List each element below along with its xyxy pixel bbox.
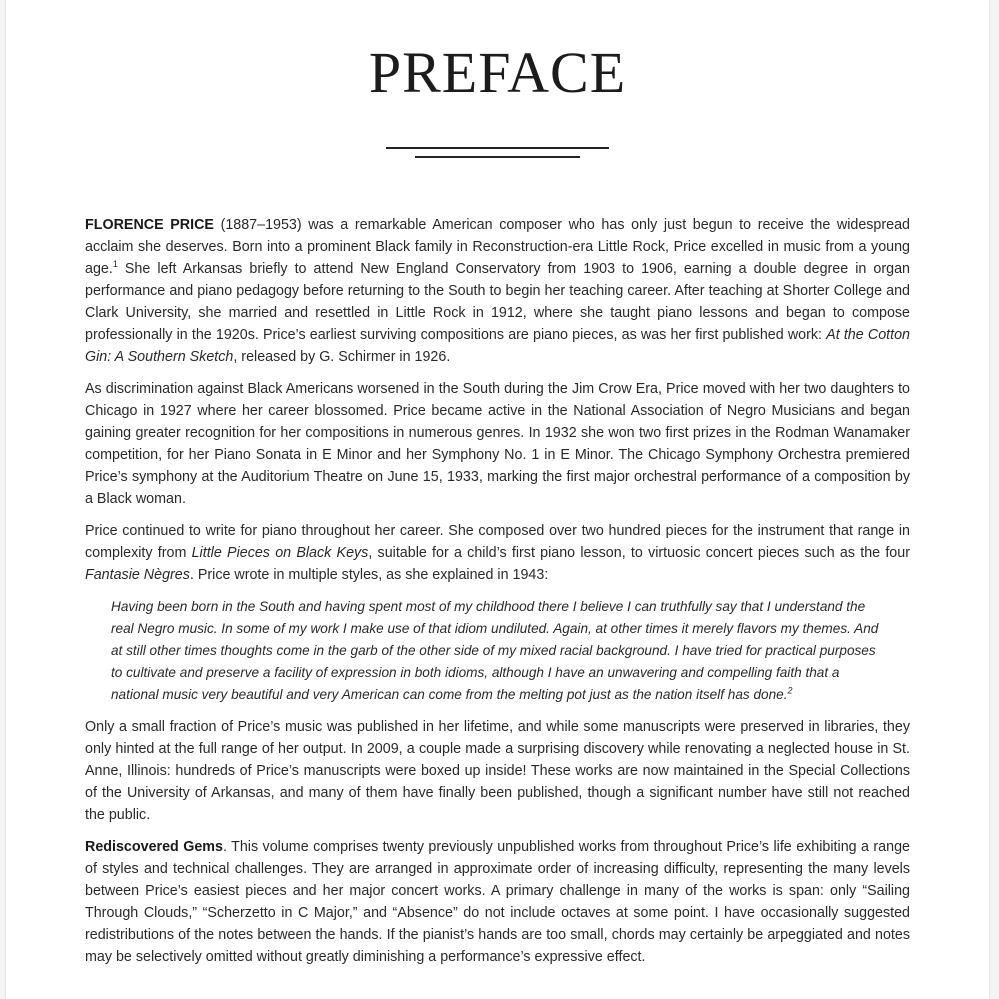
paragraph-rediscovered: Rediscovered Gems. This volume comprises twenty previously unpublished works from throughout Price’s life exhibiting a range of styles and technical challenges. They are arranged in approximate order of increasing difficulty, representing the many levels between Price’s easiest pieces and her major concert works. A primary challenge in many of the works is span: only “Sailing Through Clouds,” “Scherzetto in C Major,” and “Absence” do not include octaves at some point. I have occasionally suggested redistributions of the notes between the hands. If the pianist’s hands are too small, chords may certainly be arpeggiated and notes may be selectively omitted without greatly diminishing a performance’s expressive effect. (85, 839, 910, 965)
footnote-ref-1: 1 (112, 259, 118, 270)
page-title: PREFACE (368, 40, 627, 105)
paragraph-intro: FLORENCE PRICE (1887–1953) was a remarkable American composer who has only just begun to receive the widespread acclaim she deserves. Born into a prominent Black family in Reconstruction-era Little Rock, Price excelled in music from a young age.$^1$ She left Arkansas briefly to attend New England Conservatory from 1903 to 1906, earning a double degree in organ performance and piano pedagogy before returning to the South to begin her teaching career. After teaching at Shorter College and Clark University, she married and resettled in Little Rock in 1912, where she taught piano lessons and began to compose professionally in the 1920s. Price’s earliest surviving compositions are piano pieces, as was her first published work: At the Cotton Gin: A Southern Sketch, released by G. Schirmer in 1926. (85, 217, 910, 365)
footnote-ref-2: 2 (787, 685, 793, 696)
work-title: Fantasie Nègres (85, 567, 190, 583)
work-title: Little Pieces on Black Keys (191, 545, 369, 561)
title-rule-lower (415, 156, 580, 158)
paragraph-manuscripts: Only a small fraction of Price’s music was published in her lifetime, and while some manuscripts were preserved in libraries, they only hinted at the full range of her output. In 2009, a couple made a surprising discovery while renovating a neglected house in St. Anne, Illinois: hundreds of Price’s manuscripts were boxed up inside! These works are now maintained in the Special Collections of the University of Arkansas, and many of them have finally been published, though a significant number have still not reached the public. (85, 719, 910, 823)
paragraph-piano: Price continued to write for piano throughout her career. She composed over two hundred pieces for the instrument that range in complexity from Little Pieces on Black Keys, suitable for a child’s first piano lesson, to virtuosic concert pieces such as the four Fantasie Nègres. Price wrote in multiple styles, as she explained in 1943: (85, 523, 910, 583)
lead-name: FLORENCE PRICE (85, 217, 214, 233)
section-lead: Rediscovered Gems (85, 839, 223, 855)
title-rule-upper (386, 147, 609, 149)
work-title: At the Cotton Gin: A Southern Sketch (85, 327, 910, 365)
paragraph-chicago: As discrimination against Black Americans worsened in the South during the Jim Crow Era, Price moved with her two daughters to Chicago in 1927 where her career blossomed. Price became active in the National Association of Negro Musicians and began gaining greater recognition for her compositions in numerous genres. In 1932 she won two first prizes in the Rodman Wanamaker competition, for her Piano Sonata in E Minor and her Symphony No. 1 in E Minor. The Chicago Symphony Orchestra premiered Price’s symphony at the Auditorium Theatre on June 15, 1933, marking the first major orchestral performance of a composition by a Black woman. (85, 381, 910, 507)
document-page (6, 0, 989, 999)
body-text (85, 214, 910, 978)
block-quote: Having been born in the South and having spent most of my childhood there I believe I can truthfully say that I understand the real Negro music. In some of my work I make use of that idiom undiluted. Again, at other times it merely flavors my themes. And at still other times thoughts come in the garb of the other side of my mixed racial background. I have tried for practical purposes to cultivate and preserve a facility of expression in both idioms, although I have an unwavering and compelling faith that a national music very beautiful and very American can come from the melting pot just as the nation itself has done.$^2$ (111, 599, 879, 702)
